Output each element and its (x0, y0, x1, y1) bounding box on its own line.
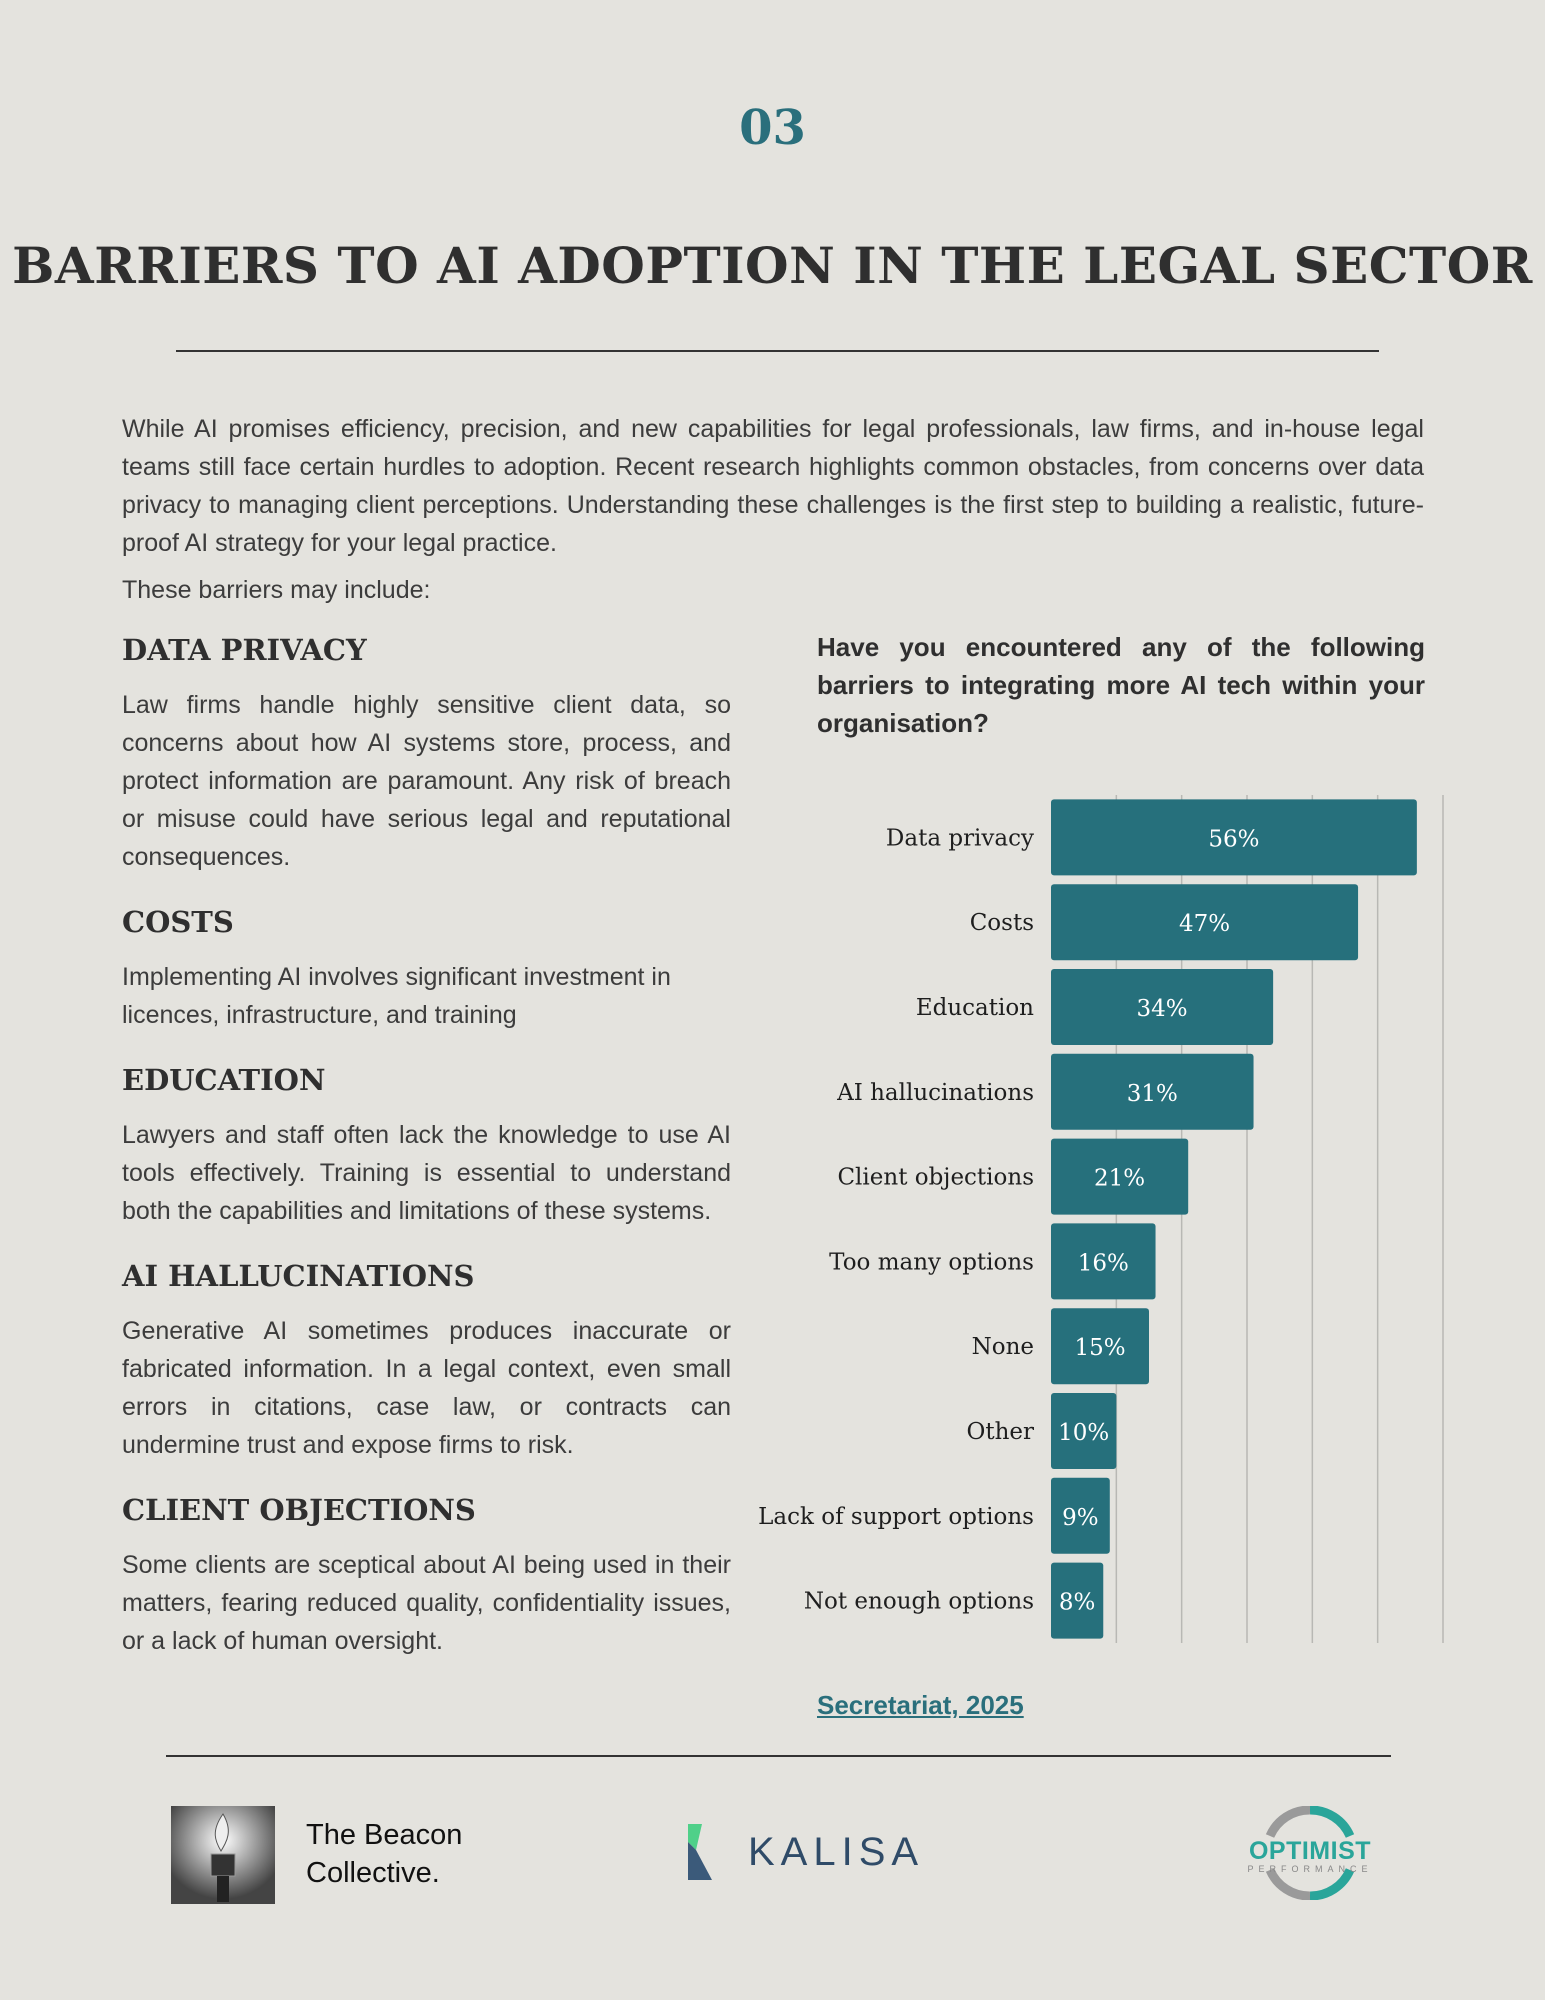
intro-paragraph: While AI promises efficiency, precision, and new capabilities for legal professionals, law firms, and in-house legal teams still face certain hurdles to adoption. Recent research highlights common obstacles, from concerns over data privacy to managing client perceptions. Understanding these challenges is the first step to building a realistic, future-proof AI strategy for your legal practice. (122, 415, 1424, 557)
category-label: Costs (969, 910, 1034, 937)
section-ai-hallucinations (122, 1256, 731, 1464)
section-client-objections (122, 1490, 731, 1660)
value-label: 47% (1178, 911, 1231, 938)
optimist-logo (1228, 1806, 1392, 1900)
category-label: None (971, 1334, 1034, 1361)
section-heading: DATA PRIVACY (122, 633, 367, 667)
kalisa-k-icon (688, 1824, 724, 1880)
source-link[interactable]: Secretariat, 2025 (817, 1690, 1024, 1720)
value-label: 8% (1058, 1589, 1096, 1616)
value-label: 9% (1062, 1504, 1099, 1531)
section-body: Lawyers and staff often lack the knowledge to use AI tools effectively. Training is essential to understand both the capabilities and limitations of these systems. (122, 1121, 731, 1225)
beacon-line2: Collective. (306, 1857, 440, 1889)
category-label: AI hallucinations (837, 1079, 1034, 1106)
section-heading: CLIENT OBJECTIONS (122, 1493, 476, 1527)
beacon-logo-text (306, 1816, 462, 1892)
section-number: 03 (739, 100, 806, 156)
optimist-subtitle: PERFORMANCE (1247, 1864, 1373, 1874)
category-label: Lack of support options (758, 1503, 1034, 1530)
section-costs (122, 902, 731, 1034)
value-label: 16% (1077, 1250, 1129, 1277)
category-label: Data privacy (885, 825, 1034, 852)
value-label: 34% (1136, 996, 1188, 1022)
section-body: Implementing AI involves significant investment in licences, infrastructure, and training (122, 963, 671, 1029)
value-label: 10% (1058, 1420, 1110, 1446)
footer-divider (166, 1755, 1391, 1757)
section-education (122, 1060, 731, 1230)
section-heading: COSTS (122, 905, 234, 939)
lead-text: These barriers may include: (122, 576, 431, 604)
category-label: Education (915, 995, 1034, 1021)
chart-title: Have you encountered any of the following barriers to integrating more AI tech within your organisation? (817, 632, 1425, 738)
barrier-sections (122, 630, 731, 1686)
value-label: 56% (1208, 826, 1260, 853)
kalisa-logo (688, 1824, 948, 1880)
kalisa-wordmark: KALISA (748, 1829, 925, 1874)
value-label: 21% (1094, 1165, 1146, 1192)
section-body: Generative AI sometimes produces inaccurate or fabricated information. In a legal context, even small errors in citations, case law, or contracts can undermine trust and expose firms to risk. (122, 1317, 731, 1459)
optimist-wordmark: OPTIMIST (1248, 1837, 1372, 1865)
section-data-privacy (122, 630, 731, 876)
category-label: Client objections (837, 1164, 1034, 1191)
section-body: Law firms handle highly sensitive client data, so concerns about how AI systems store, process, and protect information are paramount. Any risk of breach or misuse could have serious legal and reputational consequences. (122, 691, 731, 871)
section-heading: EDUCATION (122, 1063, 326, 1097)
value-label: 31% (1126, 1080, 1178, 1107)
category-label: Other (966, 1419, 1034, 1445)
category-label: Too many options (829, 1249, 1034, 1276)
section-heading: AI HALLUCINATIONS (122, 1259, 475, 1293)
section-body: Some clients are sceptical about AI being used in their matters, fearing reduced quality, confidentiality issues, or a lack of human oversight. (122, 1551, 731, 1655)
value-label: 15% (1074, 1335, 1126, 1362)
category-label: Not enough options (803, 1588, 1034, 1615)
beacon-line1: The Beacon (306, 1819, 463, 1851)
beacon-logo-image (171, 1806, 275, 1904)
title-divider (176, 350, 1379, 352)
bar-chart (740, 795, 1460, 1643)
page-title: BARRIERS TO AI ADOPTION IN THE LEGAL SECTOR (12, 236, 1533, 295)
